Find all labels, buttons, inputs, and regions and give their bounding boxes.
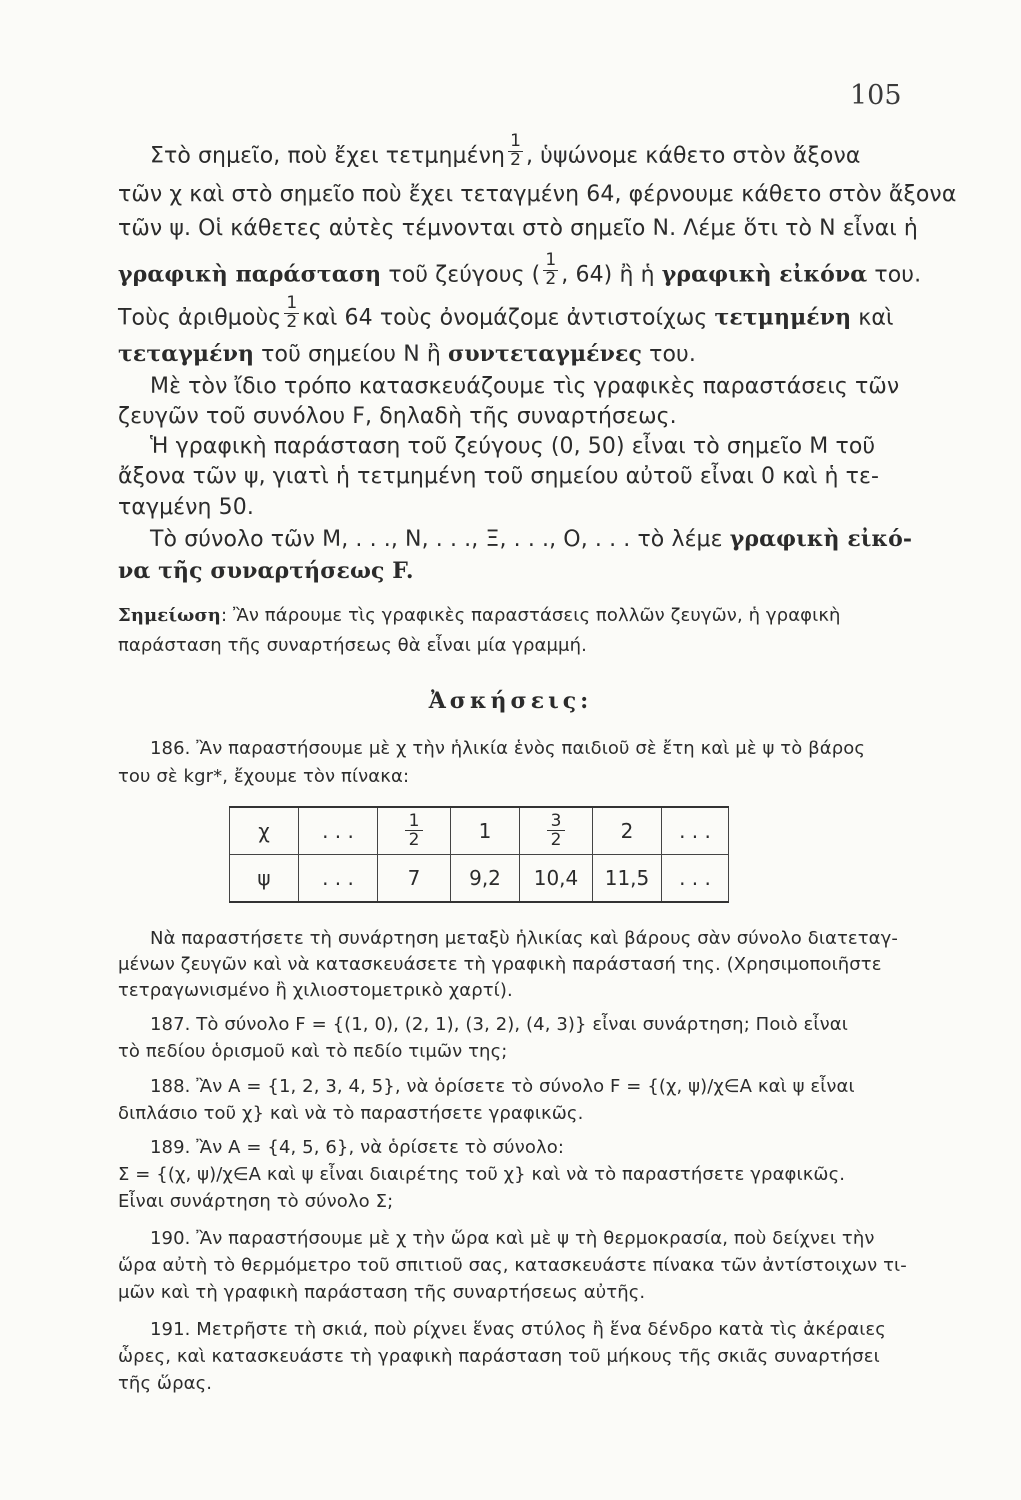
table-cell: 1 xyxy=(451,807,520,855)
note-line-1: Σημείωση: Ἂν πάρουμε τὶς γραφικὲς παραστάσεις πολλῶν ζευγῶν, ἡ γραφικὴ xyxy=(118,605,841,626)
p1-line-1 xyxy=(150,131,930,175)
bold-term: γραφικὴ εἰκό- xyxy=(729,526,913,552)
table-cell: 9,2 xyxy=(451,855,520,903)
table-cell: 11,5 xyxy=(593,855,662,903)
exercises-title: Ἀσκήσεις: xyxy=(428,688,593,714)
note-line-2: παράσταση τῆς συναρτήσεως θὰ εἶναι μία γραμμή. xyxy=(118,635,587,656)
p1-line-6: τεταγμένη τοῦ σημείου Ν ἢ συντεταγμένες του. xyxy=(118,341,696,367)
age-weight-table xyxy=(229,806,729,903)
table-cell: . . . xyxy=(299,855,378,903)
fraction: $\frac{1}{2}$ xyxy=(545,250,557,289)
ex189-line-2: Σ = {(χ, ψ)/χ∈Α καὶ ψ εἶναι διαιρέτης τοῦ χ} καὶ νὰ τὸ παραστήσετε γραφικῶς. xyxy=(118,1164,846,1185)
bold-term: τετμημένη xyxy=(714,304,852,331)
p1-line-3: τῶν ψ. Οἱ κάθετες αὐτὲς τέμνονται στὸ σημεῖο Ν. Λέμε ὅτι τὸ Ν εἶναι ἡ xyxy=(118,216,918,241)
ex190-line-2: ὥρα αὐτὴ τὸ θερμόμετρο τοῦ σπιτιοῦ σας, κατασκευάστε πίνακα τῶν ἀντίστοιχων τι- xyxy=(118,1255,907,1276)
table-cell: 2 xyxy=(593,807,662,855)
ex186-line-4: μένων ζευγῶν καὶ νὰ κατασκευάσετε τὴ γραφικὴ παράστασή της. (Χρησιμοποιῆστε xyxy=(118,954,882,975)
bold-term: γραφικὴ παράσταση xyxy=(118,261,382,288)
p3-line-3: ταγμένη 50. xyxy=(118,495,254,520)
fraction: $\frac{1}{2}$ xyxy=(286,293,298,332)
p3-line-1: Ἡ γραφικὴ παράσταση τοῦ ζεύγους (0, 50) εἶναι τὸ σημεῖο Μ τοῦ xyxy=(150,434,876,459)
ex191-line-3: τῆς ὥρας. xyxy=(118,1373,213,1394)
bold-term: συντεταγμένες xyxy=(448,341,642,367)
page-number: 105 xyxy=(850,80,902,111)
ex191-line-1: 191. Μετρῆστε τὴ σκιά, ποὺ ρίχνει ἕνας στύλος ἢ ἕνα δένδρο κατὰ τὶς ἀκέραιες xyxy=(150,1319,886,1340)
ex187-line-2: τὸ πεδίου ὁρισμοῦ καὶ τὸ πεδίο τιμῶν της; xyxy=(118,1041,508,1062)
ex191-line-2: ὧρες, καὶ κατασκευάστε τὴ γραφικὴ παράσταση τοῦ μήκους τῆς σκιᾶς συναρτήσει xyxy=(118,1346,880,1367)
p4-line-2: να τῆς συναρτήσεως F. xyxy=(118,558,414,584)
text: , ὑψώνομε κάθετο στὸν ἄξονα xyxy=(526,143,861,169)
ex187-line-1: 187. Τὸ σύνολο F = {(1, 0), (2, 1), (3, 2), (4, 3)} εἶναι συνάρτηση; Ποιὸ εἶναι xyxy=(150,1014,848,1035)
ex186-line-2: του σὲ kgr*, ἔχουμε τὸν πίνακα: xyxy=(118,766,410,787)
table-cell: χ xyxy=(230,807,299,855)
p3-line-2: ἄξονα τῶν ψ, γιατὶ ἡ τετμημένη τοῦ σημείου αὐτοῦ εἶναι 0 καὶ ἡ τε- xyxy=(118,464,880,489)
table-cell: 10,4 xyxy=(520,855,593,903)
p2-line-1: Μὲ τὸν ἴδιο τρόπο κατασκευάζουμε τὶς γραφικὲς παραστάσεις τῶν xyxy=(150,374,900,399)
p2-line-2: ζευγῶν τοῦ συνόλου F, δηλαδὴ τῆς συναρτήσεως. xyxy=(118,404,677,429)
table-row-psi xyxy=(230,855,729,903)
table-cell: $\frac{1}{2}$ xyxy=(378,807,451,855)
text: Στὸ σημεῖο, ποὺ ἔχει τετμημένη xyxy=(150,143,506,169)
ex189-line-3: Εἶναι συνάρτηση τὸ σύνολο Σ; xyxy=(118,1191,394,1212)
p4-line-1: Τὸ σύνολο τῶν Μ, . . ., Ν, . . ., Ξ, . . ., Ο, . . . τὸ λέμε γραφικὴ εἰκό- xyxy=(150,526,913,552)
table-cell: 7 xyxy=(378,855,451,903)
p1-line-5: Τοὺς ἀριθμοὺς $\frac{1}{2}$ καὶ 64 τοὺς ὀνομάζομε ἀντιστοίχως τετμημένη καὶ xyxy=(118,293,894,332)
fraction: $\frac{1}{2}$ xyxy=(510,131,521,170)
table-cell: ψ xyxy=(230,855,299,903)
bold-term: τεταγμένη xyxy=(118,341,255,367)
ex189-line-1: 189. Ἂν Α = {4, 5, 6}, νὰ ὁρίσετε τὸ σύνολο: xyxy=(150,1137,564,1158)
note-label: Σημείωση xyxy=(118,605,221,626)
table-cell: . . . xyxy=(662,855,729,903)
p1-line-2: τῶν χ καὶ στὸ σημεῖο ποὺ ἔχει τεταγμένη 64, φέρνουμε κάθετο στὸν ἄξονα xyxy=(118,182,957,207)
table-cell: . . . xyxy=(662,807,729,855)
table-cell: . . . xyxy=(299,807,378,855)
p1-line-4: γραφικὴ παράσταση τοῦ ζεύγους ( $\frac{1}{2}$ , 64) ἢ ἡ γραφικὴ εἰκόνα του. xyxy=(118,250,922,289)
ex186-line-5: τετραγωνισμένο ἢ χιλιοστομετρικὸ χαρτί). xyxy=(118,980,513,1001)
ex190-line-1: 190. Ἂν παραστήσουμε μὲ χ τὴν ὥρα καὶ μὲ ψ τὴ θερμοκρασία, ποὺ δείχνει τὴν xyxy=(150,1228,875,1249)
ex186-line-1: 186. Ἂν παραστήσουμε μὲ χ τὴν ἡλικία ἑνὸς παιδιοῦ σὲ ἔτη καὶ μὲ ψ τὸ βάρος xyxy=(150,738,866,759)
table-row-x xyxy=(230,807,729,855)
ex188-line-1: 188. Ἂν Α = {1, 2, 3, 4, 5}, νὰ ὁρίσετε τὸ σύνολο F = {(χ, ψ)/χ∈Α καὶ ψ εἶναι xyxy=(150,1076,855,1097)
ex190-line-3: μῶν καὶ τὴ γραφικὴ παράσταση τῆς συναρτήσεως αὐτῆς. xyxy=(118,1282,646,1303)
table-cell: $\frac{3}{2}$ xyxy=(520,807,593,855)
ex188-line-2: διπλάσιο τοῦ χ} καὶ νὰ τὸ παραστήσετε γραφικῶς. xyxy=(118,1103,584,1124)
bold-term: γραφικὴ εἰκόνα xyxy=(661,261,868,288)
ex186-line-3: Νὰ παραστήσετε τὴ συνάρτηση μεταξὺ ἡλικίας καὶ βάρους σὰν σύνολο διατεταγ- xyxy=(150,928,898,949)
